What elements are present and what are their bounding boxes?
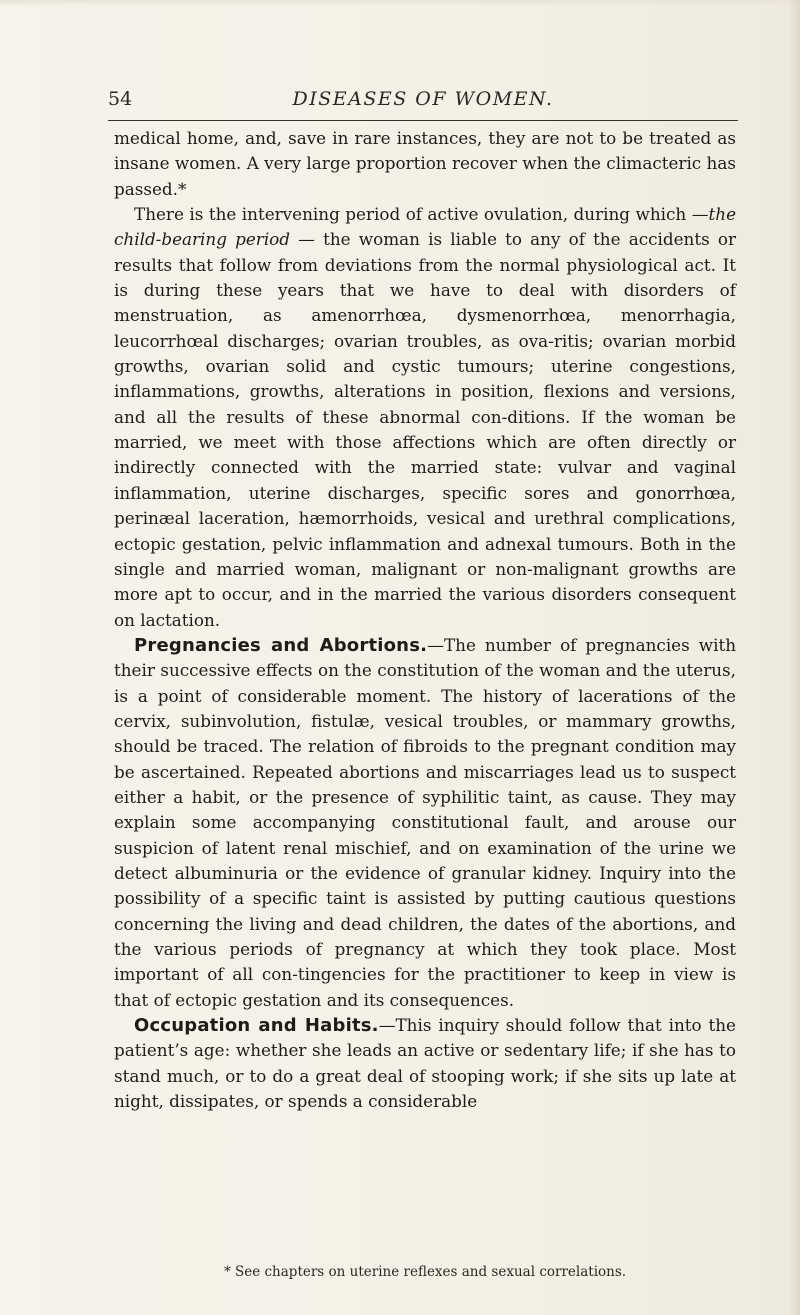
paragraph-child-bearing-period [114, 202, 736, 633]
section-heading-occupation: Occupation and Habits. [134, 1015, 379, 1037]
paragraph-text: medical home, and, save in rare instances, they are not to be treated as insane women. A very large proportion recover when the climacteric has passed.* [114, 128, 736, 199]
paragraph-text: —This inquiry should follow that into the patient’s age: whether she leads an active or sedentary life; if she has to stand much, or to do a great deal of stooping work; if she sits up late at night, dissipates, or spends a considerable [114, 1015, 736, 1112]
running-head [108, 88, 736, 116]
running-title: DISEASES OF WOMEN. [292, 88, 554, 110]
section-heading-pregnancies: Pregnancies and Abortions. [134, 634, 428, 656]
body-text [114, 126, 736, 1114]
page-right-edge [788, 0, 800, 1315]
emphasis-child-bearing-period: the child-bearing period [114, 204, 736, 250]
paragraph-occupation-habits [114, 1013, 736, 1114]
paragraph-text: —The number of pregnancies with their successive effects on the constitution of the woman and the uterus, is a point of considerable moment. The history of lacerations of the cervix, subinvolution, fistulæ, vesical troubles, or mammary growths, should be traced. The relation of fibroids to the pregnant condition may be ascertained. Repeated abortions and miscarriages lead us to suspect either a habit, or the presence of syphilitic taint, as cause. They may explain some accompanying constitutional fault, and arouse our suspicion of latent renal mischief, and on examination of the urine we detect albuminuria or the evidence of granular kidney. Inquiry into the possibility of a specific taint is assisted by putting cautious questions concerning the living and dead children, the dates of the abortions, and the various periods of pregnancy at which they took place. Most important of all con-tingencies for the practitioner to keep in view is that of ectopic gestation and its consequences. [114, 634, 736, 1010]
header-rule [108, 120, 738, 121]
page-number: 54 [108, 88, 133, 110]
footnote: * See chapters on uterine reflexes and sexual correlations. [223, 1264, 627, 1280]
paragraph-text-start: There is the intervening period of active ovulation, during which — [134, 204, 709, 225]
page-top-edge [0, 0, 800, 6]
paragraph-pregnancies-abortions [114, 633, 736, 1013]
paragraph-text-rest: — the woman is liable to any of the accidents or results that follow from deviations from the normal physiological act. It is during these years that we have to deal with disorders of menstruation, as amenorrhœa, dysmenorrhœa, menorrhagia, leucorrhœal discharges; ovarian troubles, as ova-ritis; ovarian morbid growths, ovarian solid and cystic tumours; uterine congestions, inflammations, growths, alterations in position, flexions and versions, and all the results of these abnormal con-ditions. If the woman be married, we meet with those affections which are often directly or indirectly connected with the married state: vulvar and vaginal inflammation, uterine discharges, specific sores and gonorrhœa, perinæal laceration, hæmorrhoids, vesical and urethral complications, ectopic gestation, pelvic inflammation and adnexal tumours. Both in the single and married woman, malignant or non-malignant growths are more apt to occur, and in the married the various disorders consequent on lactation. [114, 229, 736, 630]
paragraph-continued [114, 126, 736, 202]
